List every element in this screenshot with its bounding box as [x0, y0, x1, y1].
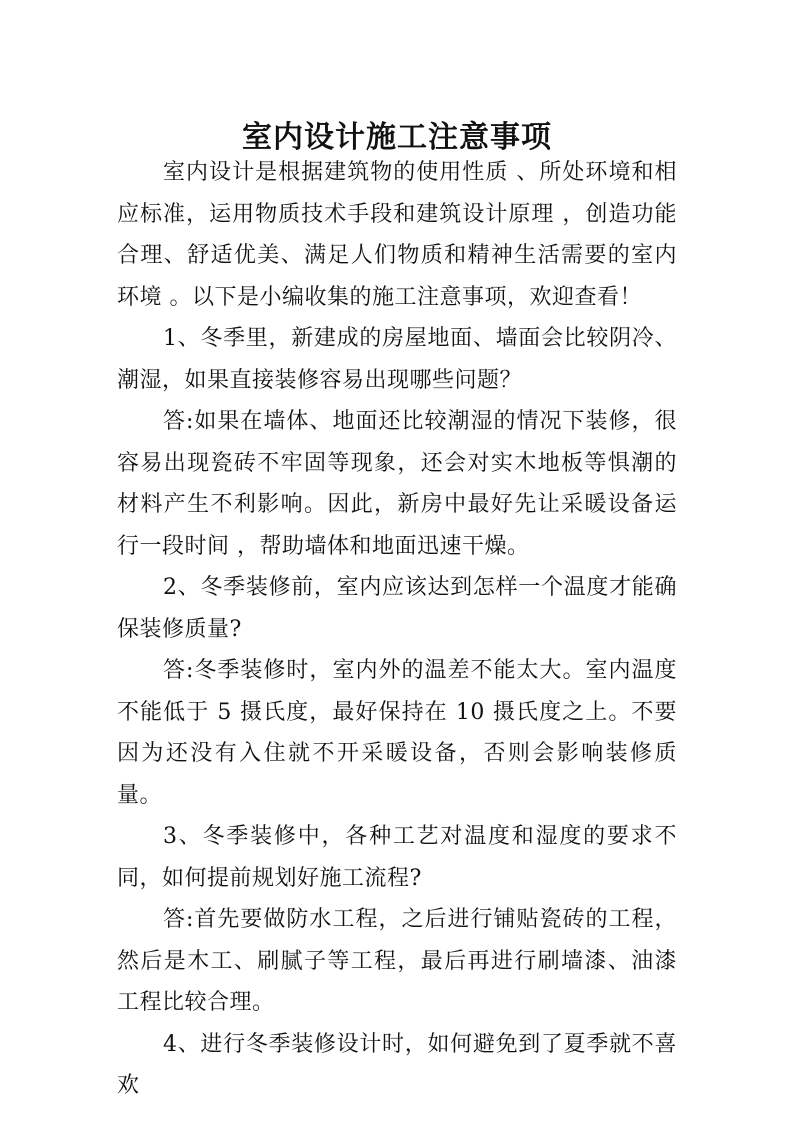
document-body [117, 152, 677, 1107]
answer-3: 答:首先要做防水工程，之后进行铺贴瓷砖的工程，然后是木工、刷腻子等工程，最后再进行刷墙漆、油漆工程比较合理。 [117, 907, 677, 1015]
intro-paragraph: 室内设计是根据建筑物的使用性质 、所处环境和相应标准，运用物质技术手段和建筑设计原理 ，创造功能合理、舒适优美、满足人们物质和精神生活需要的室内环境 。以下是小编收集的施工注意事项，欢迎查看！ [117, 160, 677, 310]
question-3: 3、冬季装修中，各种工艺对温度和湿度的要求不同，如何提前规划好施工流程? [117, 824, 677, 891]
answer-2: 答:冬季装修时，室内外的温差不能太大。室内温度不能低于 5 摄氏度，最好保持在 10 摄氏度之上。不要因为还没有入住就不开采暖设备，否则会影响装修质量。 [117, 658, 677, 808]
question-2: 2、冬季装修前，室内应该达到怎样一个温度才能确保装修质量? [117, 575, 677, 642]
document-title: 室内设计施工注意事项 [242, 120, 552, 156]
answer-1: 答:如果在墙体、地面还比较潮湿的情况下装修，很容易出现瓷砖不牢固等现象，还会对实木地板等惧潮的材料产生不利影响。因此，新房中最好先让采暖设备运行一段时间 ，帮助墙体和地面迅速干燥。 [117, 409, 677, 559]
question-4: 4、进行冬季装修设计时，如何避免到了夏季就不喜欢 [117, 1031, 677, 1098]
question-1: 1、冬季里，新建成的房屋地面、墙面会比较阴冷、潮湿，如果直接装修容易出现哪些问题？ [117, 326, 677, 393]
